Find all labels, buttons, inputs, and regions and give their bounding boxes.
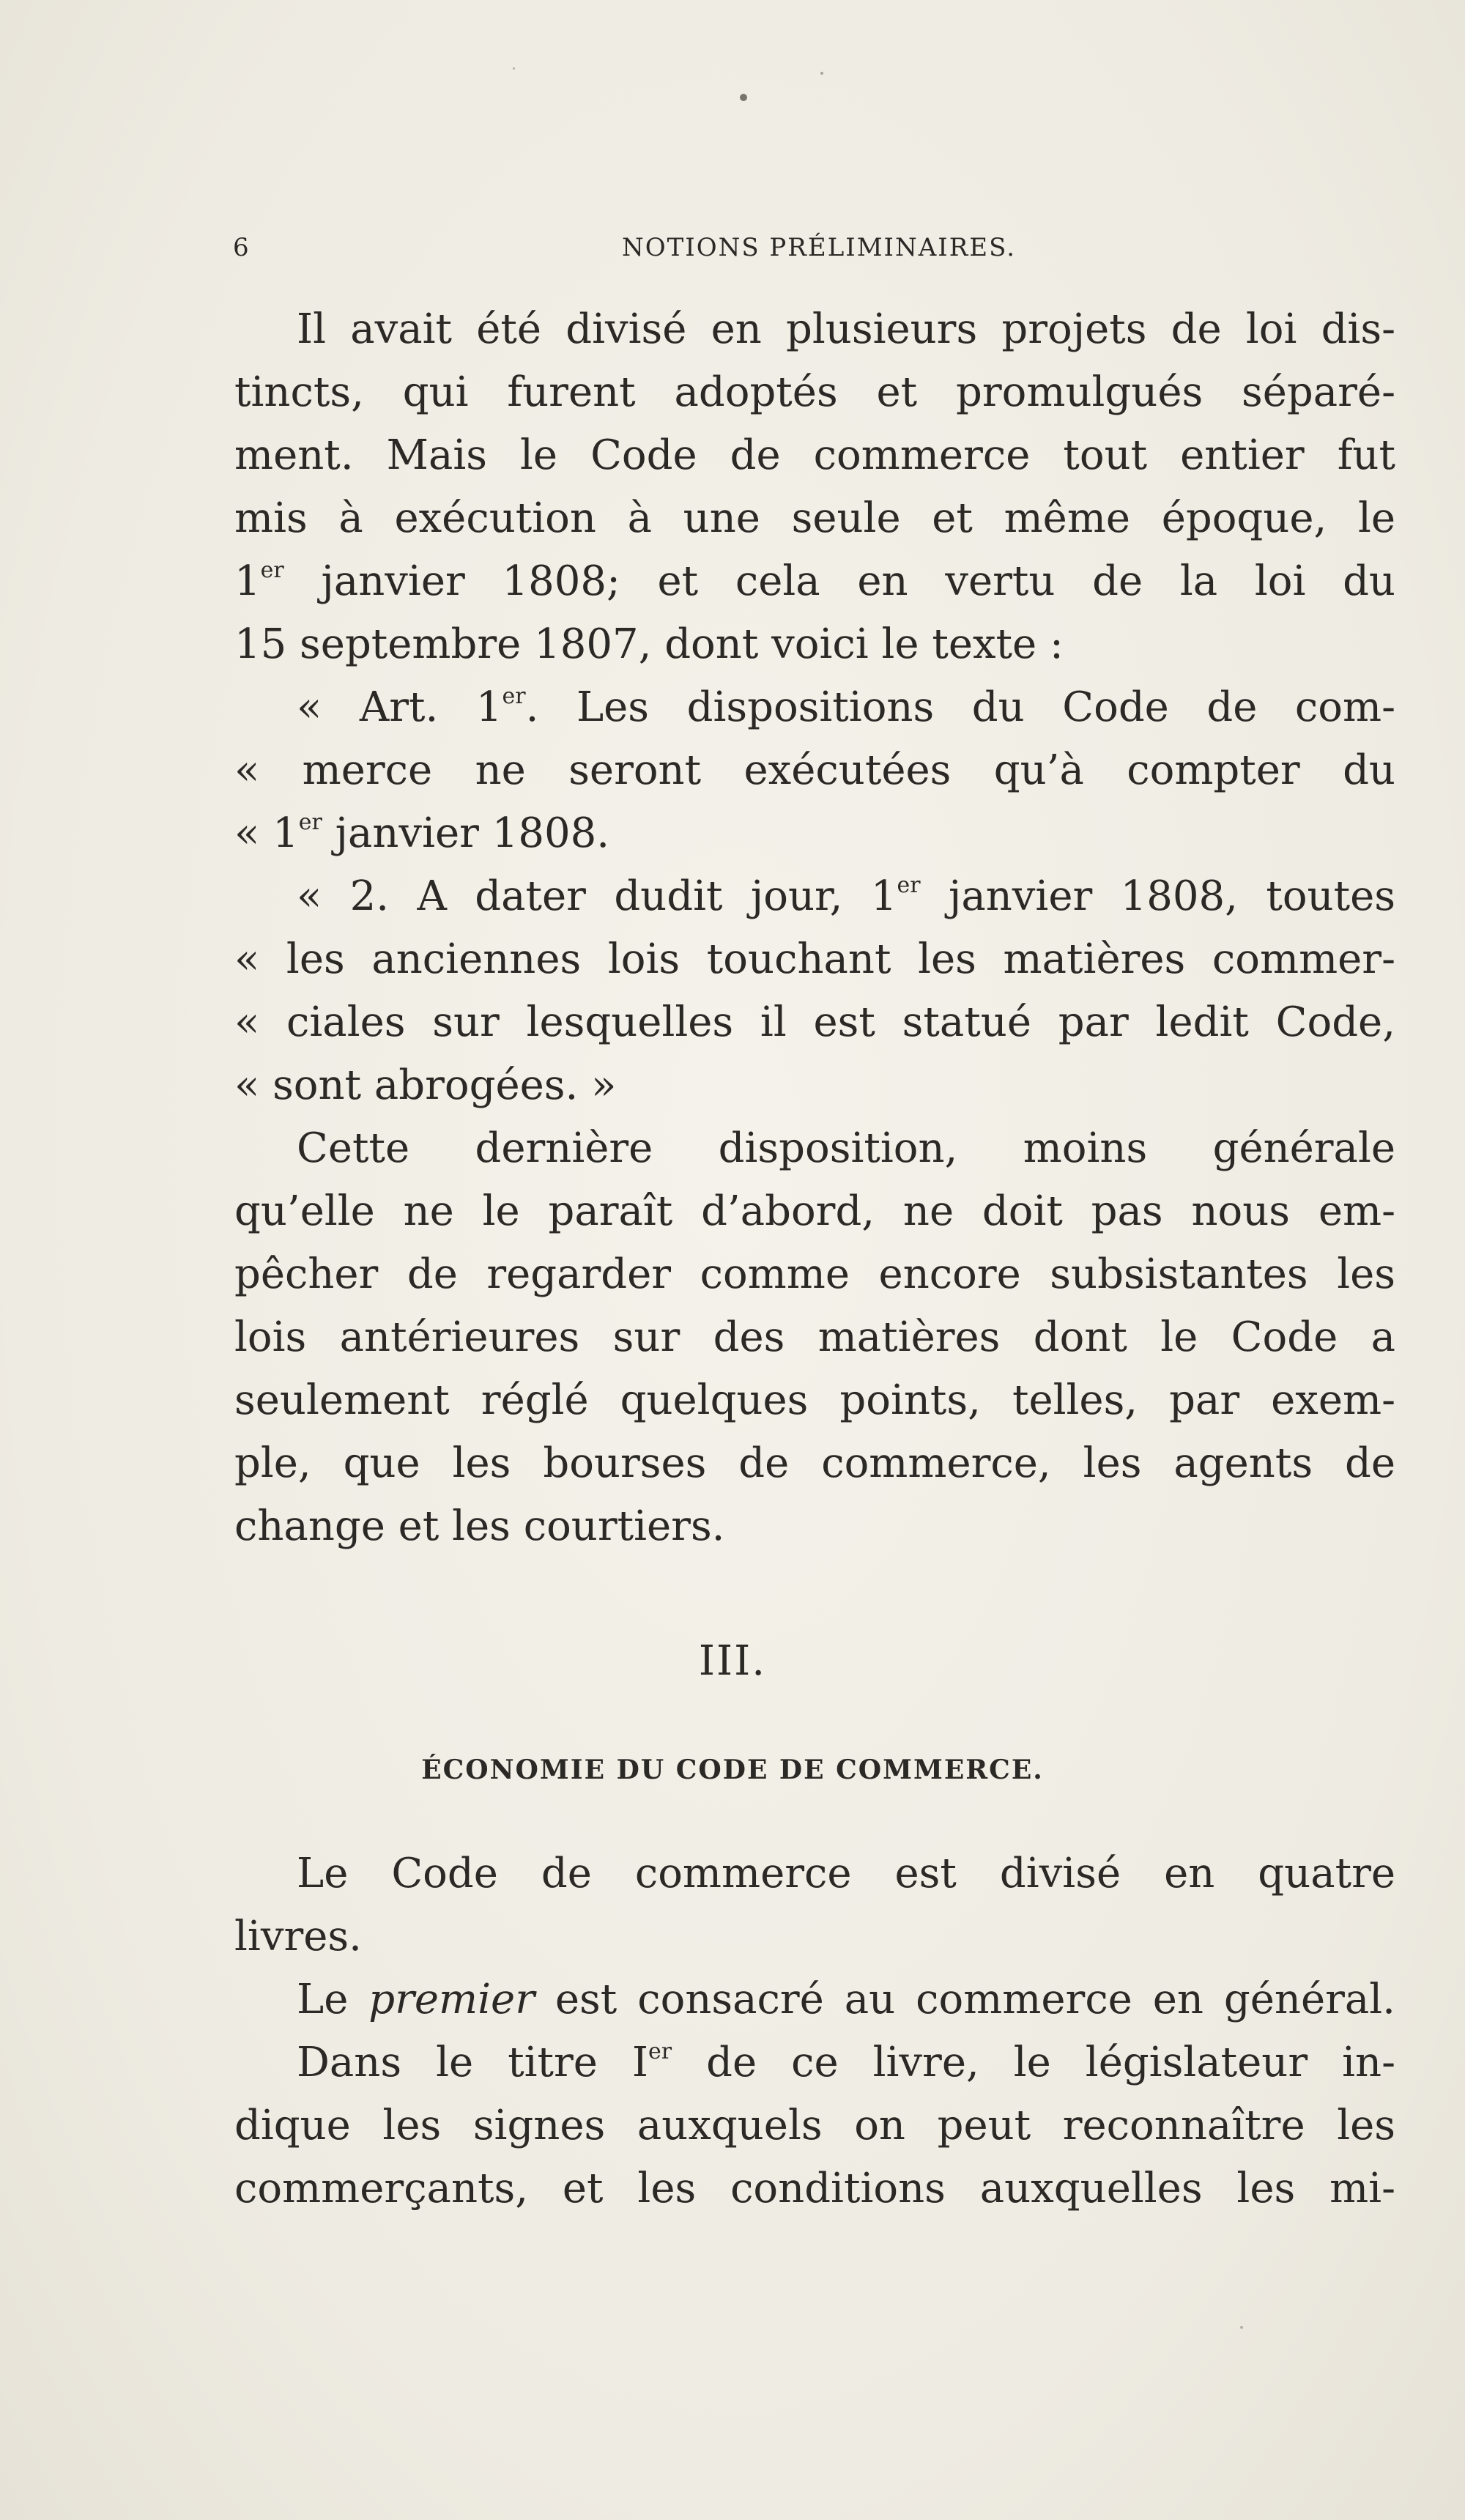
- paragraph-1: [234, 298, 1395, 676]
- running-title: NOTIONS PRÉLIMINAIRES.: [621, 233, 1017, 262]
- paper-speck: [820, 72, 823, 75]
- text-line: pêcher de regarder comme encore subsistantes les: [234, 1250, 1395, 1298]
- text-line: mis à exécution à une seule et même époque, le: [234, 494, 1395, 542]
- text-line: « 2. A dater dudit jour, 1er janvier 1808, toutes: [297, 872, 1395, 920]
- text-line: livres.: [234, 1913, 362, 1960]
- text-line: tincts, qui furent adoptés et promulgués séparé-: [234, 368, 1395, 416]
- text-line: ment. Mais le Code de commerce tout entier fut: [234, 431, 1395, 479]
- text-line: Le premier est consacré au commerce en général.: [297, 1976, 1395, 2023]
- section-title: ÉCONOMIE DU CODE DE COMMERCE.: [421, 1754, 1044, 1785]
- paper-speck: [1240, 2326, 1243, 2329]
- paper-speck: [740, 94, 747, 101]
- text-line: seulement réglé quelques points, telles, par exem-: [234, 1376, 1395, 1424]
- page-number: 6: [233, 233, 251, 262]
- text-line: « Art. 1er. Les dispositions du Code de com-: [297, 683, 1395, 731]
- text-line: « ciales sur lesquelles il est statué par ledit Code,: [234, 998, 1395, 1046]
- paper-speck: [513, 67, 515, 70]
- text-line: 15 septembre 1807, dont voici le texte :: [234, 620, 1064, 668]
- text-line: Dans le titre Ier de ce livre, le législateur in-: [297, 2039, 1395, 2086]
- text-line: dique les signes auxquels on peut reconnaître les: [234, 2102, 1395, 2149]
- text-line: Il avait été divisé en plusieurs projets de loi dis-: [297, 305, 1395, 353]
- text-line: Cette dernière disposition, moins générale: [297, 1124, 1395, 1172]
- paragraph-3: [234, 1842, 1395, 2220]
- paragraph-2: [234, 1117, 1395, 1558]
- text-line: change et les courtiers.: [234, 1502, 725, 1550]
- text-line: 1er janvier 1808; et cela en vertu de la loi du: [234, 557, 1395, 605]
- text-line: « merce ne seront exécutées qu’à compter du: [234, 746, 1395, 794]
- section-number: III.: [698, 1637, 767, 1685]
- text-line: « les anciennes lois touchant les matières commer-: [234, 935, 1395, 983]
- text-line: « 1er janvier 1808.: [234, 809, 610, 857]
- text-line: lois antérieures sur des matières dont le Code a: [234, 1313, 1395, 1361]
- text-line: commerçants, et les conditions auxquelles les mi-: [234, 2165, 1395, 2212]
- text-line: « sont abrogées. »: [234, 1061, 617, 1109]
- law-quotation: [234, 676, 1395, 1117]
- text-line: Le Code de commerce est divisé en quatre: [297, 1850, 1395, 1897]
- text-line: qu’elle ne le paraît d’abord, ne doit pas nous em-: [234, 1187, 1395, 1235]
- running-header: [233, 233, 1405, 270]
- text-line: ple, que les bourses de commerce, les agents de: [234, 1439, 1395, 1487]
